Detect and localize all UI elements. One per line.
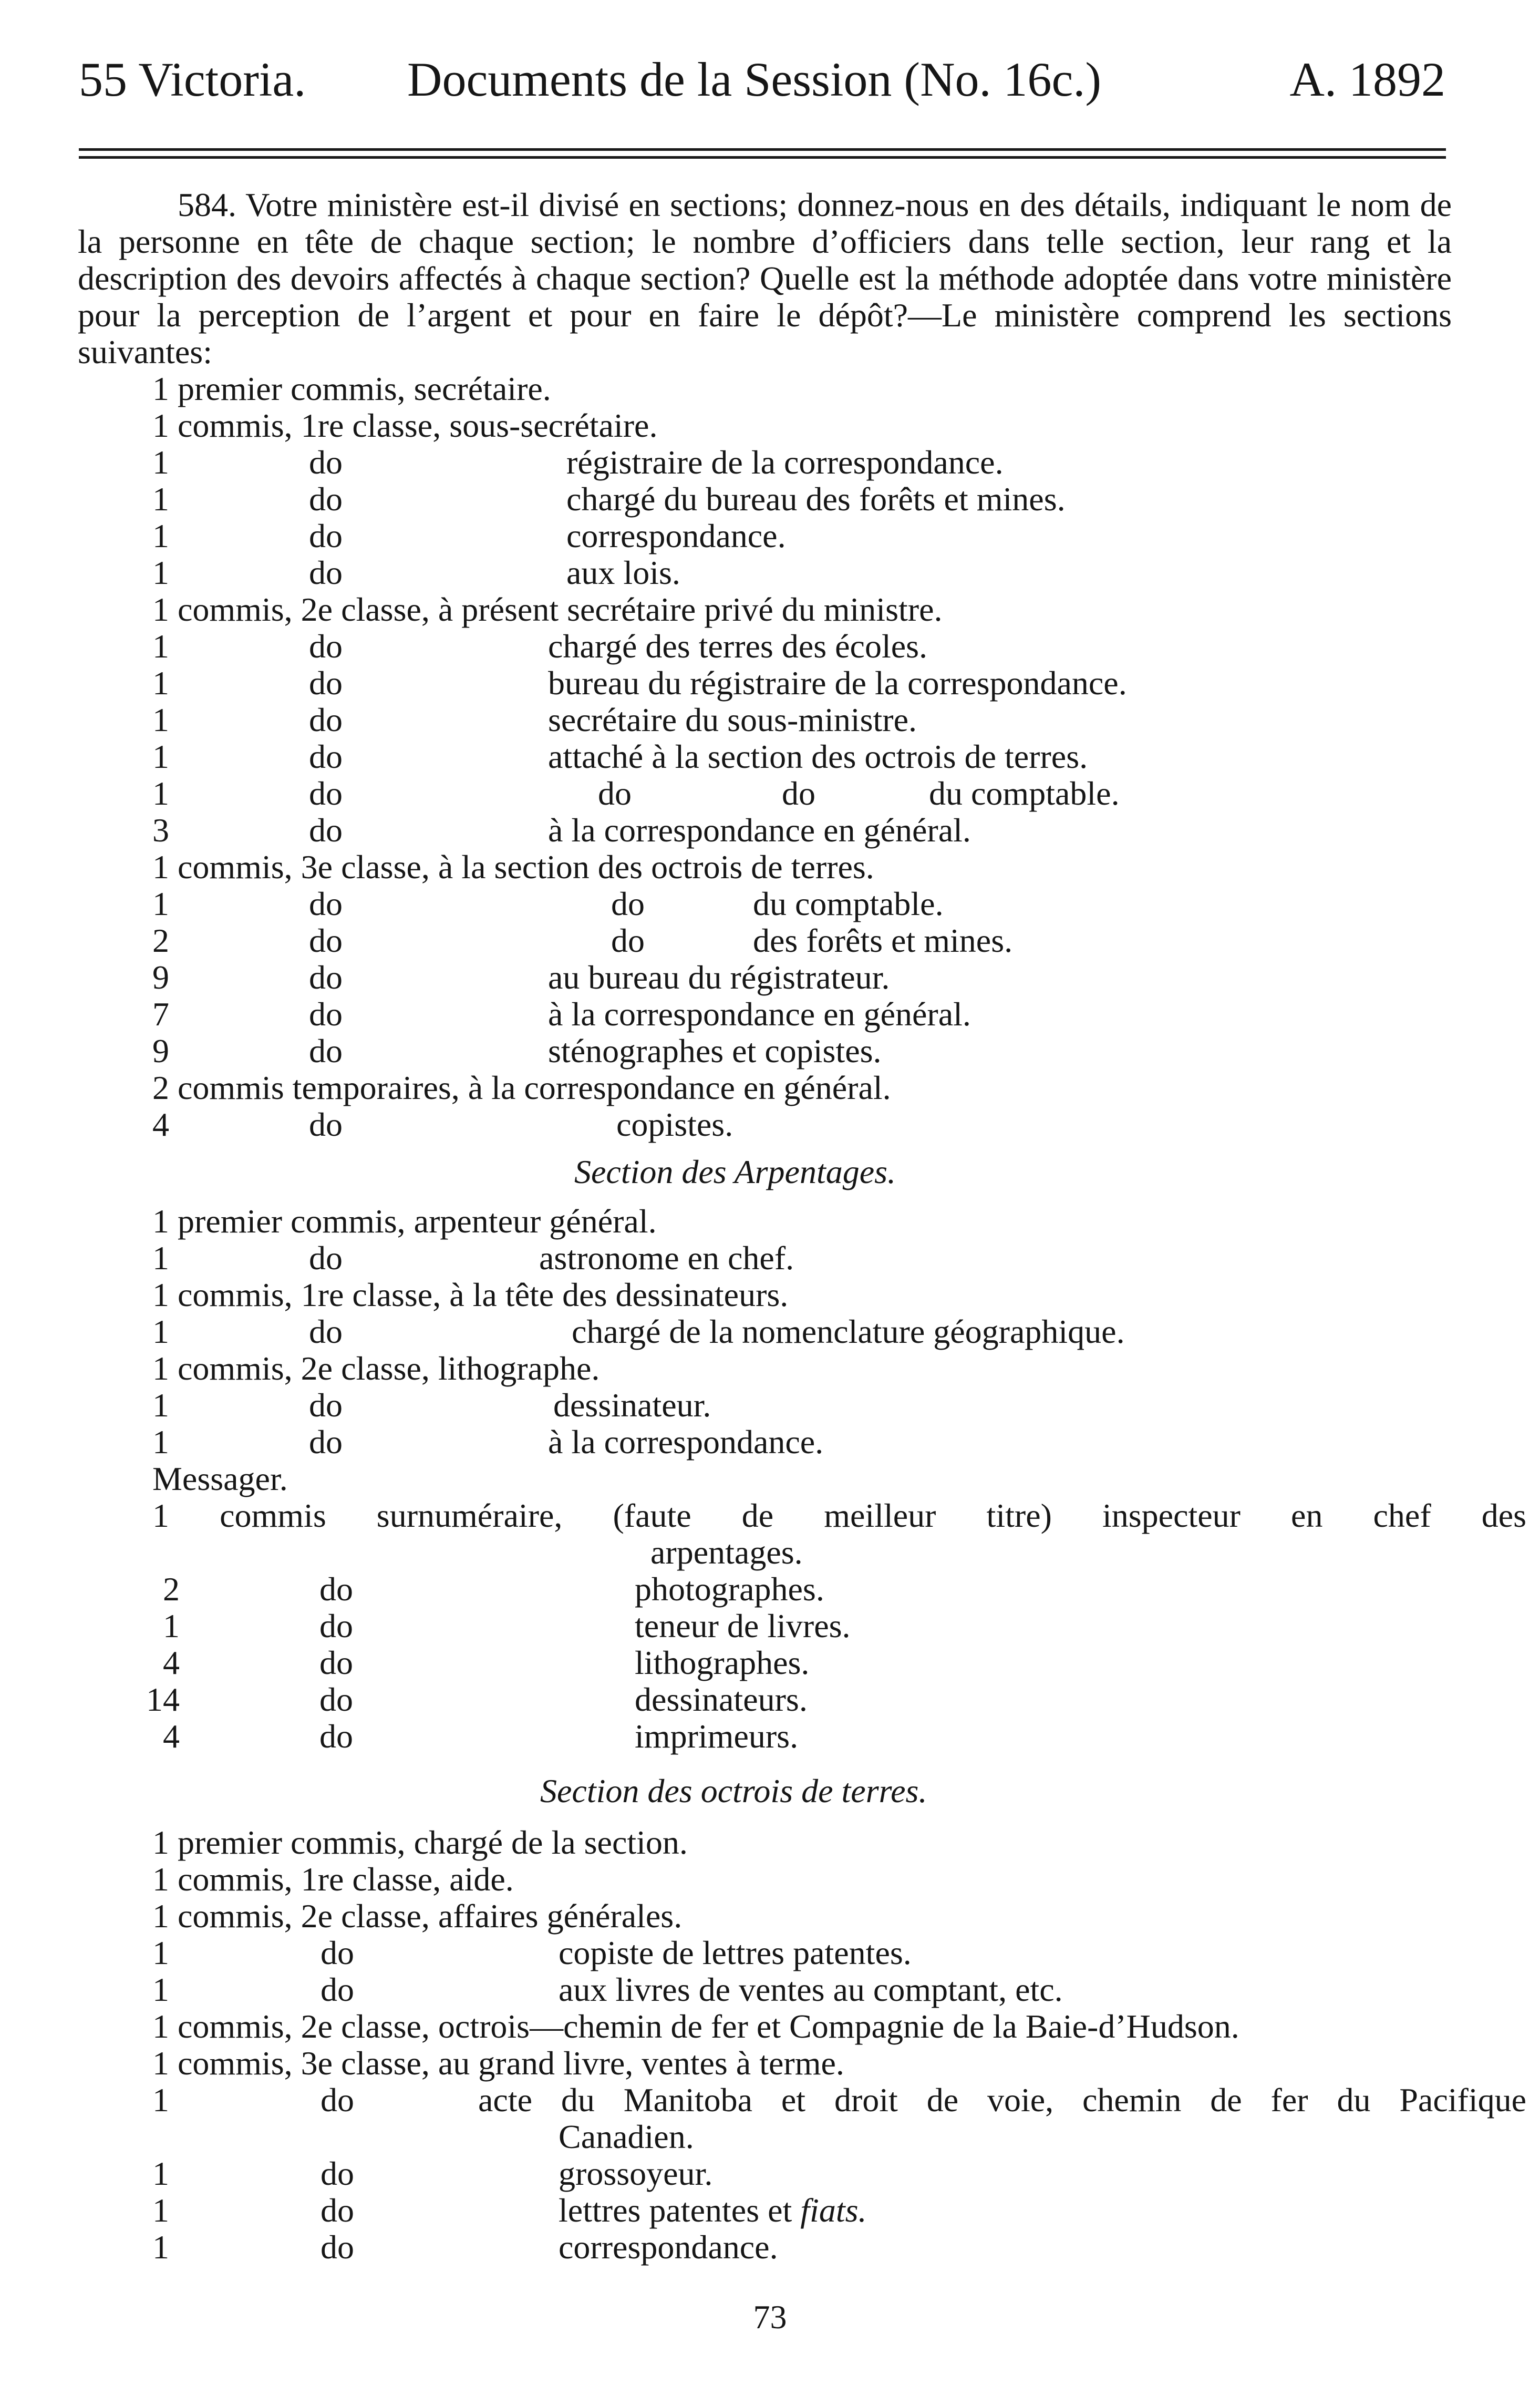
list-item <box>78 1203 1452 1240</box>
entry-description: correspondance. <box>566 517 786 554</box>
list-item <box>78 1033 1452 1070</box>
entry-description: chargé de la nomenclature géographique. <box>572 1313 1125 1350</box>
entry-description: bureau du régistraire de la correspondance. <box>548 664 1127 702</box>
question-text: Votre ministère est-il divisé en sections; donnez-nous en des détails, indiquant le nom de la personne en tête de chaque section; le nombre d’officiers dans telle section, leur rang et la description des devoirs affectés à chaque section? Quelle est la méthode adoptée dans votre ministère pour la perception de l’argent et pour en faire le dépôt?—Le ministère comprend les sections suivantes: <box>78 186 1452 371</box>
list-item <box>78 1070 1452 1106</box>
entry-count: 14 <box>146 1681 180 1718</box>
entry-count: 1 <box>152 664 169 702</box>
entry-count: 1 <box>152 628 169 665</box>
page-number: 73 <box>753 2298 787 2336</box>
entry-description: dessinateur. <box>553 1386 711 1424</box>
list-item <box>78 591 1452 628</box>
entry-ditto: do <box>321 2155 354 2192</box>
entry-text: 1 commis, 2e classe, à présent secrétaire privé du ministre. <box>152 591 943 628</box>
entry-description: grossoyeur. <box>559 2155 713 2192</box>
list-item <box>78 1681 1452 1718</box>
entry-description: au bureau du régistrateur. <box>548 959 890 996</box>
list-item <box>78 886 1452 922</box>
section-heading-octrois <box>78 1773 1452 1810</box>
entry-count: 1 <box>152 2155 169 2192</box>
entry-ditto: do <box>309 1423 343 1461</box>
entry-ditto: do <box>319 1681 353 1718</box>
entry-ditto: do <box>319 1607 353 1644</box>
entry-text: 1 commis, 1re classe, sous-secrétaire. <box>152 407 658 444</box>
entry-count: 9 <box>152 1032 169 1070</box>
entry-description: aux livres de ventes au comptant, etc. <box>559 1971 1063 2008</box>
list-item <box>78 481 1452 518</box>
list-item <box>78 812 1452 849</box>
entry-description: attaché à la section des octrois de terres. <box>548 738 1088 775</box>
list-item <box>78 665 1452 702</box>
entry-text: 1 premier commis, chargé de la section. <box>152 1824 688 1861</box>
entry-description-2: du comptable. <box>753 885 944 922</box>
section-arpentages-list <box>78 1203 1452 1497</box>
list-item <box>78 1313 1452 1350</box>
entry-ditto: do <box>309 1239 343 1277</box>
entry-ditto: do <box>309 1386 343 1424</box>
entry-count: 1 <box>152 480 169 518</box>
entry-ditto: do <box>321 2228 354 2266</box>
list-item <box>78 1461 1452 1497</box>
entry-count: 1 <box>152 1239 169 1277</box>
list-item <box>78 1106 1452 1143</box>
entry-description: à la correspondance en général. <box>548 811 971 849</box>
entry-description: chargé des terres des écoles. <box>548 628 928 665</box>
list-item <box>78 775 1452 812</box>
list-item <box>78 1935 1452 1971</box>
entry-description <box>559 2192 867 2229</box>
entry-ditto: do <box>309 1313 343 1350</box>
list-item <box>78 2229 1452 2266</box>
entry-text: 1 commis, 3e classe, au grand livre, ventes à terme. <box>152 2044 844 2082</box>
entry-text: 1 commis, 2e classe, lithographe. <box>152 1350 600 1387</box>
entry-count: 1 <box>152 1386 169 1424</box>
section-heading-arpentages <box>78 1154 1452 1190</box>
entry-text: Messager. <box>152 1460 288 1497</box>
list-item <box>78 371 1452 407</box>
entry-count: 2 <box>152 922 169 959</box>
list-item <box>78 2155 1452 2192</box>
entry-ditto: do <box>309 628 343 665</box>
entry-text: 1 premier commis, secrétaire. <box>152 370 551 407</box>
section-octrois-list <box>78 1824 1452 2082</box>
entry-text: 1 commis, 2e classe, affaires générales. <box>152 1897 683 1935</box>
entry-ditto: do <box>319 1570 353 1608</box>
entry-ditto: do <box>309 664 343 702</box>
entry-ditto: do <box>309 554 343 591</box>
list-item <box>78 1824 1452 1861</box>
entry-ditto: do <box>309 959 343 996</box>
list-item <box>78 628 1452 665</box>
entry-ditto: do <box>309 775 343 812</box>
section-heading-text: Section des octrois de terres. <box>540 1772 927 1810</box>
entry-text: 1 commis, 1re classe, à la tête des dessinateurs. <box>152 1276 789 1313</box>
list-item <box>78 849 1452 886</box>
list-item <box>78 996 1452 1033</box>
entry-ditto: do <box>321 1934 354 1971</box>
list-item <box>78 554 1452 591</box>
entry-ditto: do <box>309 701 343 738</box>
entry-description: imprimeurs. <box>635 1718 799 1755</box>
entry-count: 3 <box>152 811 169 849</box>
entry-description: correspondance. <box>559 2228 778 2266</box>
pacific-entry <box>78 2081 1526 2155</box>
entry-count: 1 <box>152 554 169 591</box>
list-item <box>78 1571 1452 1608</box>
running-header-title: Documents de la Session (No. 16c.) <box>407 53 1101 106</box>
entry-description-italic: fiats. <box>800 2192 867 2229</box>
entry-ditto: do <box>321 2192 354 2229</box>
entry-description-line1: acte du Manitoba et droit de voie, chemin de fer du Pacifique <box>478 2081 1526 2119</box>
question-paragraph <box>78 187 1452 371</box>
entry-description: photographes. <box>635 1570 824 1608</box>
list-item <box>78 1718 1452 1755</box>
entry-count: 4 <box>152 1106 169 1143</box>
list-item <box>78 1971 1452 2008</box>
question-number: 584. <box>178 186 236 223</box>
entry-description-2: des forêts et mines. <box>753 922 1013 959</box>
entry-description: teneur de livres. <box>635 1607 851 1644</box>
entry-count: 1 <box>152 1934 169 1971</box>
list-item <box>78 1277 1452 1313</box>
entry-ditto: do <box>309 444 343 481</box>
entry-description: do <box>598 775 632 812</box>
entry-description: secrétaire du sous-ministre. <box>548 701 917 738</box>
list-item <box>78 959 1452 996</box>
entry-count: 1 <box>152 738 169 775</box>
entry-description: à la correspondance en général. <box>548 995 971 1033</box>
entry-description: copistes. <box>616 1106 733 1143</box>
entry-text: 2 commis temporaires, à la correspondance en général. <box>152 1069 891 1106</box>
entry-count: 4 <box>163 1718 180 1755</box>
entry-description: chargé du bureau des forêts et mines. <box>566 480 1066 518</box>
entry-count: 1 <box>152 1313 169 1350</box>
entry-description: do <box>611 922 645 959</box>
entry-description-text: lettres patentes et <box>559 2192 801 2229</box>
entry-text: 1 premier commis, arpenteur général. <box>152 1202 657 1240</box>
entry-ditto: do <box>309 1032 343 1070</box>
section-heading-text: Section des Arpentages. <box>574 1153 896 1190</box>
entry-count: 9 <box>152 959 169 996</box>
surnumeraire-line2: arpentages. <box>650 1534 803 1571</box>
surnumeraire-line1: 1 commis surnuméraire, (faute de meilleur titre) inspecteur en chef des <box>152 1497 1526 1534</box>
entry-count: 1 <box>152 701 169 738</box>
entry-count: 4 <box>163 1644 180 1681</box>
entry-description: lithographes. <box>635 1644 810 1681</box>
list-item <box>78 1350 1452 1387</box>
header-rule-bottom <box>79 156 1446 159</box>
list-item <box>78 1898 1452 1935</box>
entry-ditto: do <box>309 1106 343 1143</box>
entry-description: aux lois. <box>566 554 680 591</box>
entry-ditto: do <box>319 1644 353 1681</box>
list-item <box>78 407 1452 444</box>
entry-count: 2 <box>163 1570 180 1608</box>
list-item <box>78 922 1452 959</box>
list-item <box>78 702 1452 738</box>
list-item <box>78 1240 1452 1277</box>
entry-description-3: du comptable. <box>929 775 1120 812</box>
entry-count: 1 <box>152 885 169 922</box>
entry-description: astronome en chef. <box>539 1239 794 1277</box>
entry-count: 1 <box>163 1607 180 1644</box>
list-item <box>78 1387 1452 1424</box>
entry-count: 1 <box>152 2228 169 2266</box>
entry-description-2: do <box>782 775 815 812</box>
entry-ditto: do <box>309 922 343 959</box>
list-item <box>78 738 1452 775</box>
list-item <box>78 444 1452 481</box>
entry-ditto: do <box>321 2081 354 2119</box>
entry-description: dessinateurs. <box>635 1681 808 1718</box>
list-item <box>78 2008 1452 2045</box>
entry-count: 7 <box>152 995 169 1033</box>
entry-ditto: do <box>309 811 343 849</box>
list-item <box>78 518 1452 554</box>
entry-description: sténographes et copistes. <box>548 1032 882 1070</box>
entry-ditto: do <box>309 480 343 518</box>
entry-text: 1 commis, 2e classe, octrois—chemin de fer et Compagnie de la Baie-d’Hudson. <box>152 2008 1239 2045</box>
section-arpentages-list-2 <box>78 1571 1452 1755</box>
entry-count: 1 <box>152 2081 169 2119</box>
section-octrois-list-2 <box>78 2155 1452 2266</box>
list-item <box>78 2192 1452 2229</box>
list-item <box>78 1861 1452 1898</box>
entry-ditto: do <box>319 1718 353 1755</box>
running-header-year: A. 1892 <box>1289 53 1445 106</box>
entry-description: do <box>611 885 645 922</box>
entry-text: 1 commis, 3e classe, à la section des octrois de terres. <box>152 848 874 886</box>
entry-description: régistraire de la correspondance. <box>566 444 1004 481</box>
entry-description-line2: Canadien. <box>559 2118 694 2155</box>
entry-ditto: do <box>309 885 343 922</box>
running-header-left: 55 Victoria. <box>79 53 306 106</box>
entry-ditto: do <box>309 995 343 1033</box>
list-item <box>78 2045 1452 2082</box>
entry-count: 1 <box>152 775 169 812</box>
entry-ditto: do <box>309 517 343 554</box>
header-rule-top <box>79 148 1446 151</box>
entry-count: 1 <box>152 517 169 554</box>
surnumeraire-entry <box>78 1497 1526 1571</box>
entry-count: 1 <box>152 2192 169 2229</box>
section-general-list <box>78 371 1452 1143</box>
list-item <box>78 1644 1452 1681</box>
entry-description: copiste de lettres patentes. <box>559 1934 912 1971</box>
page-body <box>78 186 1526 2266</box>
list-item <box>78 1608 1452 1644</box>
list-item <box>78 1424 1452 1461</box>
entry-count: 1 <box>152 444 169 481</box>
entry-description: à la correspondance. <box>548 1423 824 1461</box>
entry-count: 1 <box>152 1423 169 1461</box>
entry-text: 1 commis, 1re classe, aide. <box>152 1861 514 1898</box>
entry-count: 1 <box>152 1971 169 2008</box>
entry-ditto: do <box>321 1971 354 2008</box>
entry-ditto: do <box>309 738 343 775</box>
